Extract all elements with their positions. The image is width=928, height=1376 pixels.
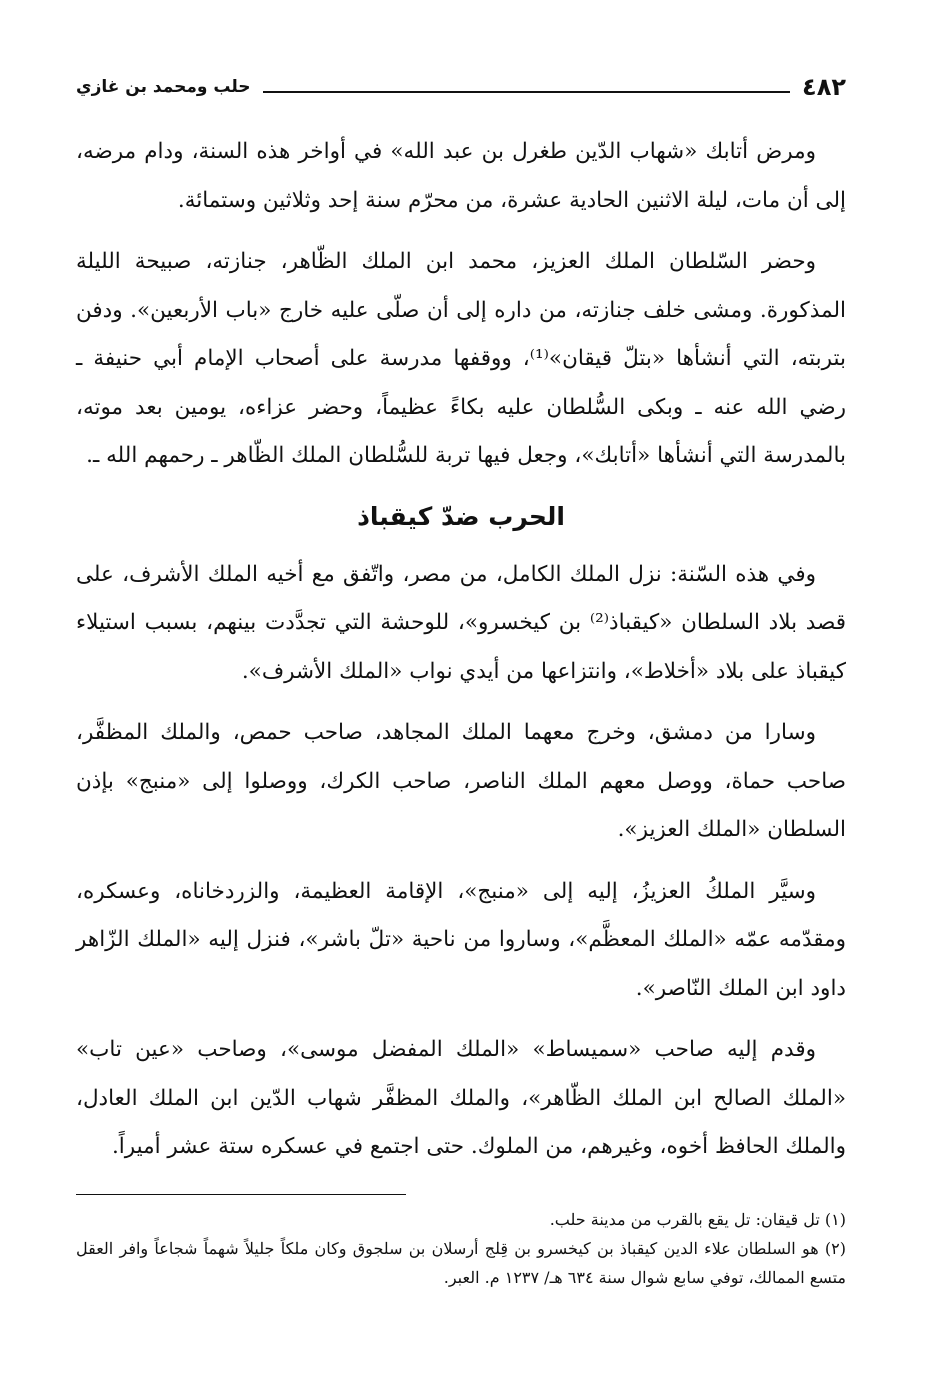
paragraph: وسيَّر الملكُ العزيزُ، إليه إلى «منبج»، الإقامة العظيمة، والزردخاناه، وعسكره، ومقدّمه عمّه «الملك المعظَّم»، وساروا من ناحية «تلّ باشر»، فنزل إليه «الملك الزّاهر داود ابن الملك النّاصر». — [76, 878, 846, 1001]
paragraph: ومرض أتابك «شهاب الدّين طغرل بن عبد الله» في أواخر هذه السنة، ودام مرضه، إلى أن مات، ليلة الاثنين الحادية عشرة، من محرّم سنة إحد وثلاثين وستمائة. — [76, 139, 846, 213]
paragraph: وقدم إليه صاحب «سميساط» «الملك المفضل موسى»، وصاحب «عين تاب» «الملك الصالح ابن الملك الظّاهر»، والملك المظفَّر شهاب الدّين ابن الملك العادل، والملك الحافظ أخوه، وغيرهم، من الملوك. حتى اجتمع في عسكره ستة عشر أميراً. — [76, 1037, 846, 1159]
book-page — [76, 58, 846, 1358]
header-rule — [263, 91, 790, 93]
paragraph: وسارا من دمشق، وخرج معهما الملك المجاهد، صاحب حمص، والملك المظفَّر، صاحب حماة، ووصل معهم الملك الناصر، صاحب الكرك، ووصلوا إلى «منبج» بإذن السلطان «الملك العزيز». — [76, 720, 846, 842]
paragraph: وفي هذه السّنة: نزل الملك الكامل، من مصر، واتّفق مع أخيه الملك الأشرف، على قصد بلاد السلطان «كيقباذ⁽²⁾ بن كيخسرو»، للوحشة التي تجدَّدت بينهم، بسبب استيلاء كيقباذ على بلاد «أخلاط»، وانتزاعها من أيدي نواب «الملك الأشرف». — [76, 561, 847, 684]
section-heading: الحرب ضدّ كيقباذ — [357, 501, 565, 531]
footnote-rule — [76, 1194, 406, 1195]
footnotes — [76, 1205, 846, 1292]
footnote: (١) تل قيقان: تل يقع بالقرب من مدينة حلب. — [549, 1209, 846, 1229]
page-header — [76, 58, 846, 102]
page-body — [76, 128, 846, 1172]
footnote: (٢) هو السلطان علاء الدين كيقباذ بن كيخسرو بن قِلج أرسلان بن سلجوق وكان ملكاً جليلاً شهماً شجاعاً وافر العقل متسع الممالك، توفي سابع شوال سنة ٦٣٤ هـ/ ١٢٣٧ م. العبر. — [76, 1238, 847, 1287]
running-title: حلب ومحمد بن غازي — [76, 77, 251, 97]
page-number: ٤٨٢ — [802, 73, 846, 101]
paragraph: وحضر السّلطان الملك العزيز، محمد ابن الملك الظّاهر، جنازته، صبيحة الليلة المذكورة. ومشى خلف جنازته، من داره إلى أن صلّى عليه خارج «باب الأربعين». ودفن بتربته، التي أنشأها «بتلّ قيقان»⁽¹⁾، ووقفها مدرسة على أصحاب الإمام أبي حنيفة ـ رضي الله عنه ـ وبكى السُّلطان عليه بكاءً عظيماً، وحضر عزاءه، يومين بعد موته، بالمدرسة التي أنشأها «أتابك»، وجعل فيها تربة للسُّلطان الملك الظّاهر ـ رحمهم الله ـ. — [76, 249, 846, 468]
